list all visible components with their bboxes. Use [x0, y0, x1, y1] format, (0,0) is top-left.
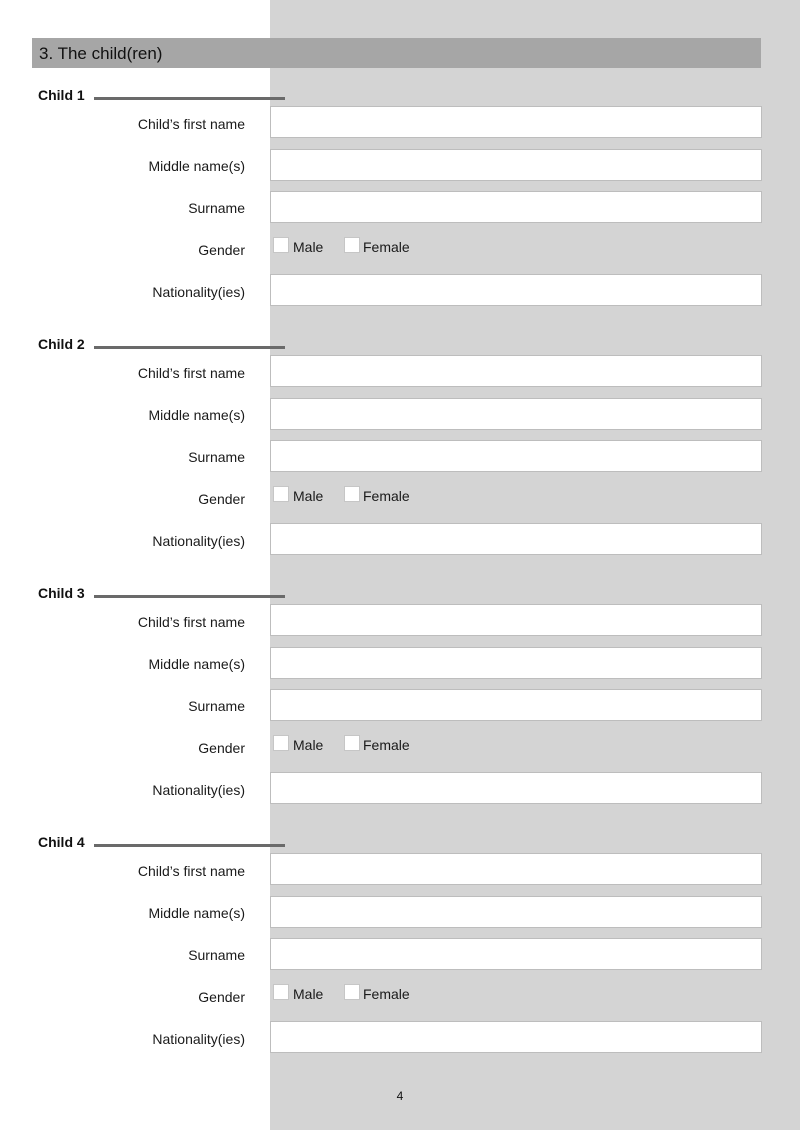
child-nationality-input[interactable]	[270, 523, 762, 555]
first-name-label: Child’s first name	[137, 365, 245, 381]
child-first-name-input[interactable]	[270, 106, 762, 138]
gender-label: Gender	[198, 242, 245, 258]
child-heading: Child 4	[38, 834, 85, 850]
heading-rule	[94, 844, 285, 847]
child-middle-names-input[interactable]	[270, 149, 762, 181]
gender-label: Gender	[198, 740, 245, 756]
child-surname-input[interactable]	[270, 689, 762, 721]
gender-female-checkbox[interactable]	[344, 735, 360, 751]
child-block-3	[0, 584, 800, 824]
first-name-label: Child’s first name	[137, 614, 245, 630]
nationality-label: Nationality(ies)	[152, 533, 245, 549]
child-block-2	[0, 335, 800, 575]
child-middle-names-input[interactable]	[270, 896, 762, 928]
child-heading: Child 2	[38, 336, 85, 352]
surname-label: Surname	[188, 947, 245, 963]
gender-male-label: Male	[293, 737, 324, 753]
gender-male-checkbox[interactable]	[273, 735, 289, 751]
nationality-label: Nationality(ies)	[152, 284, 245, 300]
gender-female-checkbox[interactable]	[344, 237, 360, 253]
first-name-label: Child’s first name	[137, 863, 245, 879]
middle-names-label: Middle name(s)	[148, 407, 245, 423]
gender-male-label: Male	[293, 488, 324, 504]
child-surname-input[interactable]	[270, 440, 762, 472]
middle-names-label: Middle name(s)	[148, 905, 245, 921]
child-heading: Child 3	[38, 585, 85, 601]
child-first-name-input[interactable]	[270, 853, 762, 885]
middle-names-label: Middle name(s)	[148, 656, 245, 672]
surname-label: Surname	[188, 449, 245, 465]
gender-female-checkbox[interactable]	[344, 486, 360, 502]
gender-female-label: Female	[363, 488, 410, 504]
gender-male-checkbox[interactable]	[273, 984, 289, 1000]
surname-label: Surname	[188, 200, 245, 216]
child-block-4	[0, 833, 800, 1073]
middle-names-label: Middle name(s)	[148, 158, 245, 174]
section-title: 3. The child(ren)	[32, 38, 761, 68]
gender-female-label: Female	[363, 239, 410, 255]
child-first-name-input[interactable]	[270, 355, 762, 387]
child-surname-input[interactable]	[270, 191, 762, 223]
nationality-label: Nationality(ies)	[152, 1031, 245, 1047]
gender-female-checkbox[interactable]	[344, 984, 360, 1000]
gender-male-label: Male	[293, 239, 324, 255]
gender-label: Gender	[198, 491, 245, 507]
child-heading: Child 1	[38, 87, 85, 103]
child-middle-names-input[interactable]	[270, 398, 762, 430]
gender-male-checkbox[interactable]	[273, 486, 289, 502]
child-block-1	[0, 86, 800, 326]
child-surname-input[interactable]	[270, 938, 762, 970]
gender-female-label: Female	[363, 986, 410, 1002]
gender-label: Gender	[198, 989, 245, 1005]
child-nationality-input[interactable]	[270, 274, 762, 306]
page-number: 4	[396, 1089, 404, 1103]
child-nationality-input[interactable]	[270, 772, 762, 804]
child-middle-names-input[interactable]	[270, 647, 762, 679]
gender-male-checkbox[interactable]	[273, 237, 289, 253]
heading-rule	[94, 346, 285, 349]
gender-female-label: Female	[363, 737, 410, 753]
first-name-label: Child’s first name	[137, 116, 245, 132]
heading-rule	[94, 595, 285, 598]
heading-rule	[94, 97, 285, 100]
nationality-label: Nationality(ies)	[152, 782, 245, 798]
child-nationality-input[interactable]	[270, 1021, 762, 1053]
gender-male-label: Male	[293, 986, 324, 1002]
surname-label: Surname	[188, 698, 245, 714]
child-first-name-input[interactable]	[270, 604, 762, 636]
